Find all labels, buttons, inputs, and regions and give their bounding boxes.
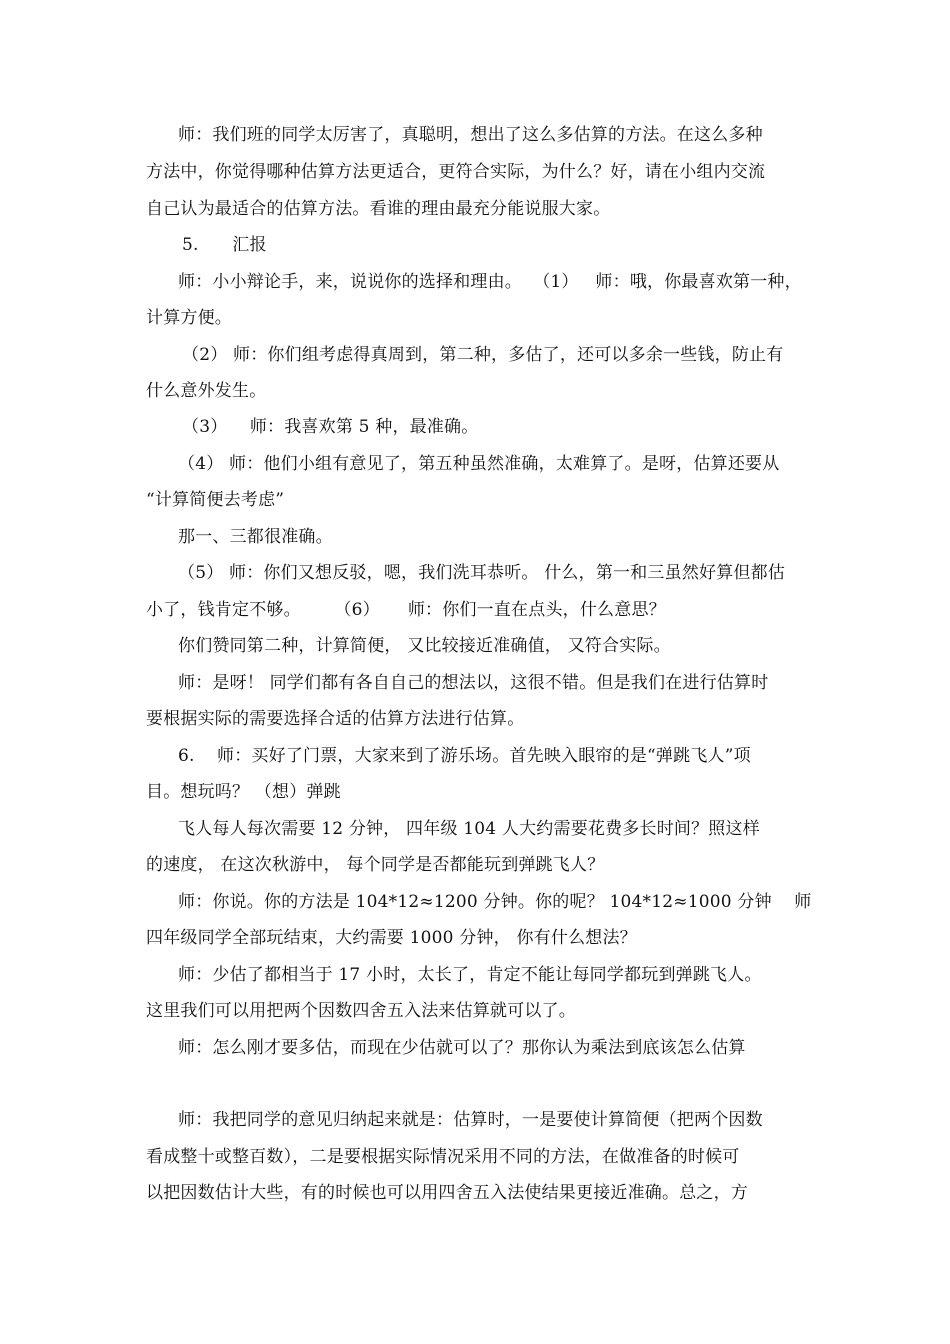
- paragraph-line: “计算简便去考虑”: [146, 490, 285, 510]
- paragraph-line: 师：我们班的同学太厉害了，真聪明，想出了这么多估算的方法。在这么多种: [178, 125, 763, 145]
- paragraph-line: 的速度， 在这次秋游中， 每个同学是否都能玩到弹跳飞人？: [146, 855, 605, 875]
- paragraph-line: 你们赞同第二种，计算简便， 又比较接近准确值， 又符合实际。: [178, 636, 671, 656]
- paragraph-line: 师：你说。你的方法是 104*12≈1200 分钟。你的呢？ 104*12≈1000 分钟 师: [178, 892, 812, 912]
- paragraph-line: 师：我把同学的意见归纳起来就是：估算时，一是要使计算简便（把两个因数: [178, 1110, 763, 1130]
- paragraph-line: 师：怎么刚才要多估，而现在少估就可以了？那你认为乘法到底该怎么估算: [178, 1038, 746, 1058]
- paragraph-line: 要根据实际的需要选择合适的估算方法进行估算。: [146, 709, 525, 729]
- paragraph-line: （5） 师：你们又想反驳，嗯，我们洗耳恭听。 什么，第一和三虽然好算但都估: [178, 563, 786, 583]
- paragraph-line: （2） 师：你们组考虑得真周到，第二种，多估了，还可以多余一些钱，防止有: [182, 345, 784, 365]
- paragraph-line: 方法中，你觉得哪种估算方法更适合，更符合实际，为什么？好，请在小组内交流: [146, 162, 766, 182]
- paragraph-line: （4） 师：他们小组有意见了，第五种虽然准确，太难算了。是呀，估算还要从: [178, 454, 780, 474]
- paragraph-line: （3） 师：我喜欢第 5 种，最准确。: [182, 417, 479, 437]
- paragraph-line: 飞人每人每次需要 12 分钟， 四年级 104 人大约需要花费多长时间？照这样: [178, 819, 760, 839]
- paragraph-line: 计算方便。: [146, 308, 232, 328]
- paragraph-line: 目。想玩吗？ （想）弹跳: [146, 782, 341, 802]
- section-heading: 5. 汇报: [182, 235, 267, 255]
- paragraph-line: 师：小小辩论手，来，说说你的选择和理由。 （1） 师：哦，你最喜欢第一种，: [178, 272, 802, 292]
- paragraph-line: 师：少估了都相当于 17 小时，太长了，肯定不能让每同学都玩到弹跳飞人。: [178, 965, 762, 985]
- paragraph-line: 看成整十或整百数），二是要根据实际情况采用不同的方法，在做准备的时候可: [146, 1147, 740, 1167]
- paragraph-line: 以把因数估计大些，有的时候也可以用四舍五入法使结果更接近准确。总之，方: [146, 1183, 748, 1203]
- paragraph-line: 师：是呀！ 同学们都有各自自己的想法以，这很不错。但是我们在进行估算时: [178, 673, 769, 693]
- paragraph-line: 自己认为最适合的估算方法。看谁的理由最充分能说服大家。: [146, 199, 611, 219]
- paragraph-line: 这里我们可以用把两个因数四舍五入法来估算就可以了。: [146, 1001, 576, 1021]
- paragraph-line: 小了，钱肯定不够。 （6） 师：你们一直在点头，什么意思？: [146, 600, 666, 620]
- paragraph-line: 6. 师：买好了门票，大家来到了游乐场。首先映入眼帘的是“弹跳飞人”项: [178, 746, 751, 766]
- paragraph-line: 四年级同学全部玩结束，大约需要 1000 分钟， 你有什么想法？: [146, 928, 637, 948]
- paragraph-line: 那一、三都很准确。: [178, 527, 333, 547]
- paragraph-line: 什么意外发生。: [146, 381, 267, 401]
